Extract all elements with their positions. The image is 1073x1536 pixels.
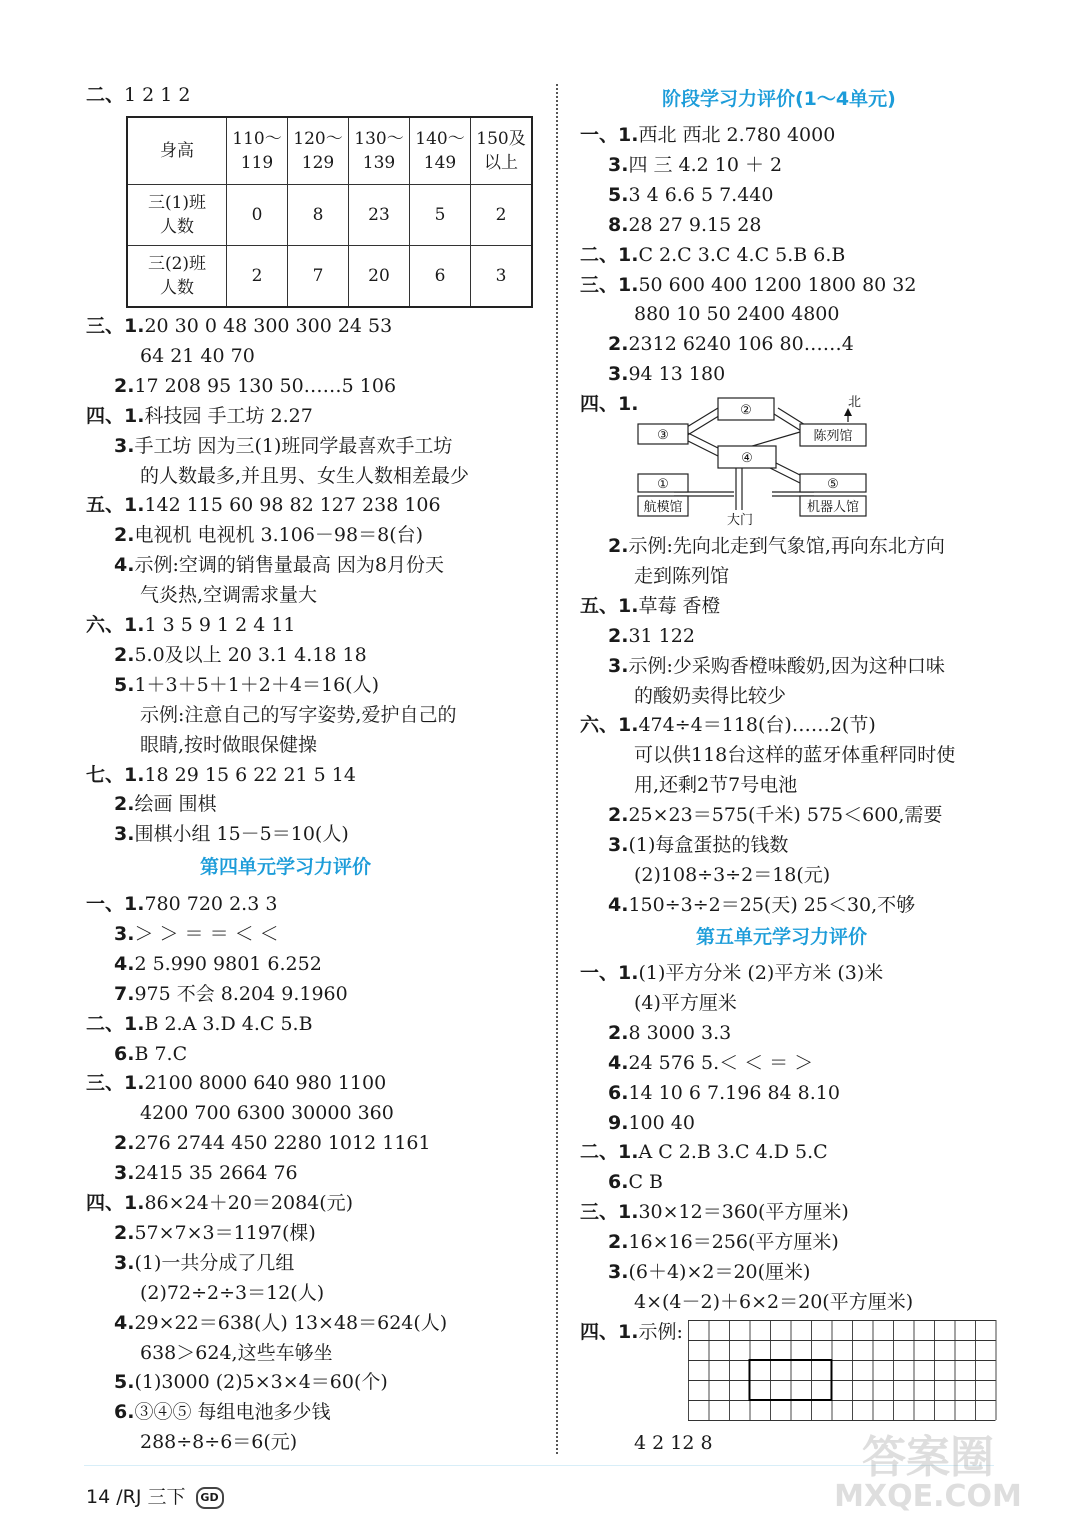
answer-text: 18 29 15 6 22 21 5 14 — [144, 763, 356, 786]
question-number: 2. — [608, 624, 629, 647]
page-footer — [86, 1482, 224, 1509]
answer-text: 142 115 60 98 82 127 238 106 — [144, 494, 441, 517]
question-number: 二、 — [86, 84, 125, 106]
answer-line — [114, 1248, 294, 1278]
table-cell: 三(1)班 人数 — [127, 185, 227, 246]
answer-text: 975 不会 8.204 9.1960 — [134, 982, 348, 1005]
question-number: 3. — [608, 1261, 629, 1283]
answer-text: 780 720 2.3 3 — [144, 893, 278, 915]
answer-line — [608, 359, 725, 389]
table-header-row — [127, 117, 532, 185]
column-divider — [556, 84, 558, 1454]
answer-text: (2)108÷3÷2＝18(元) — [634, 863, 831, 886]
answer-line — [86, 490, 441, 520]
question-number: 四、1. — [86, 1192, 145, 1214]
answer-text: 3 4 6.6 5 7.440 — [628, 183, 774, 206]
answer-line — [114, 520, 423, 550]
answer-line — [140, 1338, 333, 1368]
answer-text: 28 27 9.15 28 — [628, 213, 762, 236]
answer-text: (1)3000 (2)5×3×4＝60(个) — [134, 1371, 388, 1394]
question-number: 2. — [608, 333, 629, 356]
question-number: 3. — [114, 434, 135, 457]
question-number: 4. — [114, 554, 135, 577]
table-row — [127, 246, 532, 308]
question-number: 4. — [608, 1051, 629, 1074]
answer-text: 94 13 180 — [628, 363, 726, 386]
table-cell: 120～ 129 — [288, 117, 349, 185]
answer-text: 100 40 — [628, 1111, 695, 1134]
answer-text: 西北 西北 2.780 4000 — [638, 124, 836, 146]
answer-text: 围棋小组 15－5＝10(人) — [134, 823, 349, 846]
question-number: 2. — [114, 374, 135, 397]
answer-text: 638＞624,这些车够坐 — [140, 1341, 333, 1364]
question-number: 5. — [114, 673, 135, 696]
question-number: 3. — [608, 363, 629, 386]
question-number: 6. — [608, 1171, 629, 1194]
answer-line — [608, 1257, 810, 1287]
question-number: 六、1. — [580, 714, 639, 737]
question-number: 三、1. — [580, 273, 639, 296]
answer-text: 57×7×3＝1197(棵) — [134, 1221, 316, 1244]
answer-line — [114, 1158, 298, 1188]
question-number: 2. — [114, 643, 135, 666]
answer-text: 2 5.990 9801 6.252 — [134, 952, 322, 975]
table-cell: 5 — [410, 185, 471, 246]
answer-line — [140, 461, 469, 491]
answer-text: 2100 8000 640 980 1100 — [144, 1072, 387, 1095]
answer-line — [86, 610, 296, 640]
answer-text: 走到陈列馆 — [634, 564, 730, 587]
answer-line — [114, 670, 379, 700]
answer-text: (4)平方厘米 — [634, 991, 737, 1014]
question-number: 2. — [608, 535, 629, 557]
answer-text: (1)每盒蛋挞的钱数 — [628, 834, 789, 856]
answer-text: 31 122 — [628, 624, 695, 647]
table-cell: 8 — [288, 185, 349, 246]
answer-text: 1 2 1 2 — [124, 84, 191, 106]
question-number: 3. — [114, 1251, 135, 1274]
answer-text: 眼睛,按时做眼保健操 — [140, 733, 318, 756]
question-number: 4. — [608, 893, 629, 916]
answer-text: A C 2.B 3.C 4.D 5.C — [638, 1141, 828, 1164]
answer-text: 四 三 4.2 10 ＋ 2 — [628, 153, 783, 176]
answer-line — [608, 651, 945, 681]
map-building-label: 航模馆 — [643, 500, 683, 515]
answer-line — [114, 1128, 431, 1158]
answer-text: 4200 700 6300 30000 360 — [140, 1102, 394, 1125]
question-number: 二、1. — [580, 1141, 639, 1164]
table-cell: 130～ 139 — [349, 117, 410, 185]
question-number: 五、1. — [86, 494, 145, 517]
gate-label: 大门 — [726, 513, 754, 526]
question-number: 7. — [114, 982, 135, 1005]
gd-badge-icon: GD — [196, 1487, 224, 1509]
question-number: 9. — [608, 1111, 629, 1134]
answer-text: 276 2744 450 2280 1012 1161 — [134, 1132, 431, 1155]
question-number: 2. — [608, 804, 629, 827]
map-building-label: ⑤ — [827, 477, 839, 492]
answer-text: 29×22＝638(人) 13×48＝624(人) — [134, 1311, 448, 1334]
answer-line — [634, 561, 729, 591]
answer-line — [140, 1427, 297, 1457]
answer-line — [114, 979, 348, 1009]
table-cell: 140～ 149 — [410, 117, 471, 185]
answer-text: 气炎热,空调需求量大 — [140, 584, 318, 607]
answer-line — [86, 889, 277, 919]
answer-text: 30×12＝360(平方厘米) — [638, 1201, 849, 1224]
question-number: 七、1. — [86, 763, 145, 786]
question-number: 三、1. — [580, 1201, 639, 1224]
answer-text: 绘画 围棋 — [134, 793, 217, 816]
answer-line — [608, 329, 854, 359]
answer-line — [114, 640, 367, 670]
question-number: 8. — [608, 213, 629, 236]
question-number: 2. — [114, 793, 135, 816]
answer-line — [114, 1308, 447, 1338]
answer-text: 880 10 50 2400 4800 — [634, 303, 840, 326]
answer-line — [580, 389, 638, 419]
answer-line — [140, 341, 255, 371]
answer-text: 4×(4－2)＋6×2＝20(平方厘米) — [634, 1290, 914, 1313]
answer-line — [114, 1218, 316, 1248]
answer-text: (1)平方分米 (2)平方米 (3)米 — [638, 962, 884, 984]
question-number: 6. — [608, 1081, 629, 1104]
answer-text: 2415 35 2664 76 — [134, 1162, 298, 1185]
answer-line — [580, 240, 845, 270]
question-number: 5. — [114, 1371, 135, 1394]
answer-line — [140, 700, 456, 730]
question-number: 6. — [114, 1401, 135, 1424]
section-heading-stage: 阶段学习力评价(1～4单元) — [662, 88, 896, 110]
answer-text: 50 600 400 1200 1800 80 32 — [638, 273, 917, 296]
answer-line — [580, 1197, 849, 1227]
north-label: 北 — [848, 395, 862, 410]
answer-line — [608, 890, 915, 920]
answer-line — [608, 210, 761, 240]
question-number: 一、1. — [86, 893, 145, 915]
table-cell: 20 — [349, 246, 410, 308]
answer-text: C 2.C 3.C 4.C 5.B 6.B — [638, 243, 846, 266]
answer-text: 8 3000 3.3 — [628, 1021, 732, 1044]
answer-line — [580, 1137, 828, 1167]
answer-line — [608, 150, 782, 180]
answer-line — [86, 311, 392, 341]
question-number: 4. — [114, 1311, 135, 1334]
question-number: 3. — [114, 823, 135, 846]
answer-text: 示例:注意自己的写字姿势,爱护自己的 — [140, 703, 457, 726]
table-cell: 23 — [349, 185, 410, 246]
answer-text: 17 208 95 130 50……5 106 — [134, 374, 397, 397]
answer-line — [140, 1278, 324, 1308]
table-cell: 150及 以上 — [471, 117, 533, 185]
answer-text: 的人数最多,并且男、女生人数相差最少 — [140, 464, 470, 487]
answer-text: 150÷3÷2＝25(天) 25＜30,不够 — [628, 893, 916, 916]
question-number: 3. — [114, 922, 135, 945]
table-row — [127, 185, 532, 246]
table-cell: 3 — [471, 246, 533, 308]
answer-line — [86, 760, 356, 790]
answer-text: 示例: — [638, 1321, 683, 1343]
answer-line — [114, 919, 279, 949]
answer-line — [86, 1068, 386, 1098]
section-heading-unit5: 第五单元学习力评价 — [696, 926, 868, 948]
question-number: 2. — [114, 1132, 135, 1155]
question-number: 一、1. — [580, 124, 639, 146]
answer-text: 64 21 40 70 — [140, 344, 255, 367]
answer-line — [114, 1039, 187, 1069]
answer-line — [86, 1009, 313, 1039]
map-building-label: 陈列馆 — [813, 429, 853, 444]
map-building-label: ② — [740, 403, 752, 418]
answer-line — [140, 580, 317, 610]
map-building-label: ③ — [657, 428, 669, 443]
answer-text: (6＋4)×2＝20(厘米) — [628, 1261, 811, 1283]
answer-text: 用,还剩2节7号电池 — [634, 774, 798, 797]
answer-line — [634, 770, 797, 800]
table-cell: 三(2)班 人数 — [127, 246, 227, 308]
question-number: 2. — [114, 524, 135, 547]
answer-text: 288÷8÷6＝6(元) — [140, 1431, 298, 1454]
answer-line — [114, 550, 444, 580]
question-number: 五、1. — [580, 594, 639, 617]
question-number: 3. — [608, 834, 629, 856]
answer-line — [114, 431, 452, 461]
answer-line — [86, 80, 191, 110]
answer-text: ＞ ＞ ＝ ＝ ＜ ＜ — [134, 922, 279, 945]
question-number: 6. — [114, 1042, 135, 1065]
answer-line — [140, 730, 317, 760]
answer-line — [608, 800, 942, 830]
question-number: 二、1. — [86, 1012, 145, 1035]
answer-text: B 2.A 3.D 4.C 5.B — [144, 1012, 313, 1035]
answer-text: 可以供118台这样的蓝牙体重秤同时使 — [634, 744, 956, 767]
page-number: 14 /RJ 三下 — [86, 1486, 186, 1508]
answer-line — [634, 740, 955, 770]
answer-line — [608, 1018, 731, 1048]
answer-text: 14 10 6 7.196 84 8.10 — [628, 1081, 840, 1104]
answer-line — [140, 1098, 394, 1128]
question-number: 4. — [114, 952, 135, 975]
section-heading-unit4: 第四单元学习力评价 — [200, 856, 372, 878]
answer-text: 示例:少采购香橙味酸奶,因为这种口味 — [628, 654, 945, 677]
question-number: 2. — [608, 1021, 629, 1044]
question-number: 3. — [608, 153, 629, 176]
answer-line — [114, 1367, 388, 1397]
answer-text: (1)一共分成了几组 — [134, 1251, 295, 1274]
answer-line — [580, 1317, 683, 1347]
answer-text: 25×23＝575(千米) 575＜600,需要 — [628, 804, 943, 827]
answer-text: 1＋3＋5＋1＋2＋4＝16(人) — [134, 673, 379, 696]
question-number: 3. — [114, 1162, 135, 1185]
watermark-logo: 答案圈 MXQE.COM — [834, 1432, 1022, 1514]
answer-line — [114, 949, 322, 979]
answer-text: 86×24＋20＝2084(元) — [144, 1192, 354, 1214]
answer-text: 示例:空调的销售量最高 因为8月份天 — [134, 554, 444, 577]
answer-line — [580, 710, 876, 740]
answer-text: 2312 6240 106 80……4 — [628, 333, 854, 356]
answer-line — [114, 819, 349, 849]
answer-line — [634, 988, 737, 1018]
grid-answer: 4 2 12 8 — [634, 1432, 713, 1454]
question-number: 2. — [114, 1221, 135, 1244]
answer-text: 示例:先向北走到气象馆,再向东北方向 — [628, 535, 945, 557]
answer-line — [86, 1188, 353, 1218]
question-number: 2. — [608, 1231, 629, 1254]
answer-line — [580, 270, 916, 300]
answer-line — [86, 401, 313, 431]
answer-text: 电视机 电视机 3.106－98＝8(台) — [134, 524, 424, 547]
question-number: 一、1. — [580, 962, 639, 984]
answer-line — [608, 621, 695, 651]
answer-line — [608, 1108, 695, 1138]
answer-line — [608, 1227, 839, 1257]
table-cell: 7 — [288, 246, 349, 308]
height-table — [126, 116, 533, 308]
answer-line — [608, 830, 788, 860]
answer-line — [634, 1287, 913, 1317]
map-building-label: 机器人馆 — [806, 500, 860, 515]
map-building-label: ① — [657, 477, 669, 492]
question-number: 5. — [608, 183, 629, 206]
answer-text: (2)72÷2÷3＝12(人) — [140, 1281, 325, 1304]
table-cell: 2 — [227, 246, 288, 308]
table-cell: 0 — [227, 185, 288, 246]
answer-line — [608, 180, 774, 210]
question-number: 四、1. — [86, 404, 145, 427]
venue-map — [634, 392, 874, 526]
answer-text: 24 576 5.＜ ＜ ＝ ＞ — [628, 1051, 814, 1074]
answer-line — [634, 860, 830, 890]
question-number: 3. — [608, 654, 629, 677]
question-number: 三、1. — [86, 315, 145, 337]
table-cell: 身高 — [127, 117, 227, 185]
answer-text: 手工坊 因为三(1)班同学最喜欢手工坊 — [134, 434, 453, 457]
answer-line — [114, 1397, 331, 1427]
answer-text: C B — [628, 1171, 663, 1194]
answer-text: 草莓 香橙 — [638, 594, 721, 617]
answer-line — [608, 1167, 663, 1197]
table-cell: 6 — [410, 246, 471, 308]
answer-text: 1 3 5 9 1 2 4 11 — [144, 614, 296, 636]
question-number: 四、1. — [580, 1321, 639, 1343]
answer-rectangle — [750, 1360, 832, 1400]
answer-text: 16×16＝256(平方厘米) — [628, 1231, 839, 1254]
answer-line — [608, 1048, 813, 1078]
question-number: 四、1. — [580, 393, 639, 415]
square-grid — [688, 1320, 998, 1422]
answer-line — [114, 789, 217, 819]
answer-line — [580, 120, 835, 150]
table-cell: 2 — [471, 185, 533, 246]
answer-text: B 7.C — [134, 1042, 188, 1065]
answer-text: 5.0及以上 20 3.1 4.18 18 — [134, 643, 367, 666]
table-cell: 110～ 119 — [227, 117, 288, 185]
question-number: 三、1. — [86, 1072, 145, 1095]
answer-line — [634, 299, 839, 329]
question-number: 六、1. — [86, 614, 145, 636]
question-number: 二、1. — [580, 243, 639, 266]
answer-line — [608, 531, 945, 561]
map-road — [686, 432, 722, 450]
answer-text: 科技园 手工坊 2.27 — [144, 404, 313, 427]
map-building-label: ④ — [741, 451, 753, 466]
answer-text: 的酸奶卖得比较少 — [634, 684, 787, 707]
answer-line — [608, 1078, 840, 1108]
answer-text: 474÷4＝118(台)……2(节) — [638, 714, 876, 737]
answer-line — [114, 371, 396, 401]
map-road — [686, 414, 722, 436]
answer-text: ③④⑤ 每组电池多少钱 — [134, 1401, 331, 1424]
answer-line — [580, 958, 883, 988]
answer-line — [634, 681, 786, 711]
answer-text: 20 30 0 48 300 300 24 53 — [144, 315, 393, 337]
answer-line — [580, 591, 721, 621]
